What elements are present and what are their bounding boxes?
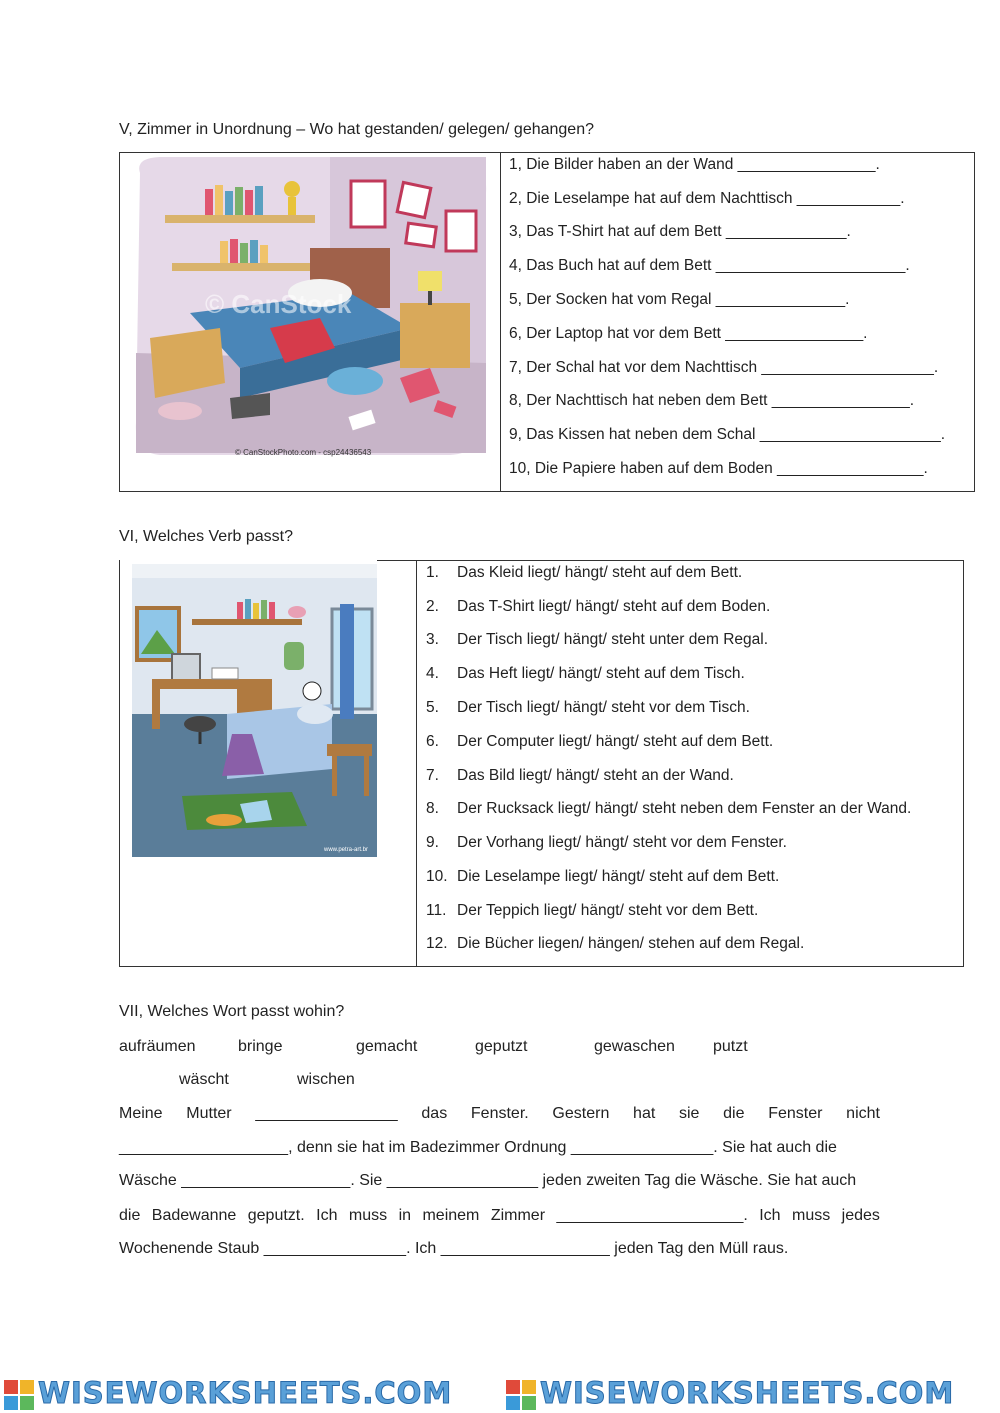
exercise-5-item: 7, Der Schal hat vor dem Nachttisch ____________________. <box>509 359 939 376</box>
word-bank-item: aufräumen <box>119 1038 196 1055</box>
section-6-list: 1. Das Kleid liegt/ hängt/ steht auf dem Bett. 2. Das T-Shirt liegt/ hängt/ steht auf dem Boden. 3. Der Tisch liegt/ hängt/ steht unter dem Regal. 4. Das Heft liegt/ hängt/ steht auf dem Tisch. 5. Der Tisch liegt/ hängt/ steht vor dem Tisch. 6. Der Computer liegt/ hängt/ steht auf dem Bett. 7. Das Bild liegt/ hängt/ steht an der Wand. 8. Der Rucksack liegt/ hängt/ steht neben dem Fenster an der Wand. 9. Der Vorhang liegt/ hängt/ steht vor dem Fenster. 10. Die Leselampe liegt/ hängt/ steht auf dem Bett. 11. Der Teppich liegt/ hängt/ steht vor dem Bett. 12. Die Bücher liegen/ hängen/ stehen auf dem Regal. <box>416 560 964 967</box>
watermark-text: © CanStock <box>205 289 352 319</box>
logo-grid-icon <box>4 1380 34 1410</box>
exercise-5-item: 5, Der Socken hat vom Regal _______________. <box>509 291 850 308</box>
word-bank-item: putzt <box>713 1038 748 1055</box>
gap-text-line: Wäsche ___________________. Sie _________________ jeden zweiten Tag die Wäsche. Sie hat auch <box>119 1172 857 1189</box>
section-5-heading: V, Zimmer in Unordnung – Wo hat gestanden/ gelegen/ gehangen? <box>119 121 594 138</box>
gap-text-line: ___________________, denn sie hat im Badezimmer Ordnung ________________. Sie hat auch die <box>119 1139 837 1156</box>
image-credit: www.petra-art.br <box>324 847 369 853</box>
exercise-5-item: 8, Der Nachttisch hat neben dem Bett ________________. <box>509 392 915 409</box>
word-bank-item: gewaschen <box>594 1038 675 1055</box>
brand-logo: WISEWORKSHEETS.COM <box>540 1376 955 1410</box>
word-bank-item: geputzt <box>475 1038 528 1055</box>
tidy-room-illustration <box>132 564 377 857</box>
word-bank-item: gemacht <box>356 1038 418 1055</box>
exercise-5-item: 3, Das T-Shirt hat auf dem Bett ______________. <box>509 223 851 240</box>
gap-text-line: Meine Mutter ________________ das Fenster. Gestern hat sie die Fenster nicht <box>119 1105 880 1122</box>
word-bank-item: wäscht <box>179 1071 229 1088</box>
messy-room-image <box>120 153 501 491</box>
exercise-5-item: 10, Die Papiere haben auf dem Boden _________________. <box>509 460 928 477</box>
messy-room-illustration <box>120 153 499 491</box>
exercise-5-item: 4, Das Buch hat auf dem Bett ______________________. <box>509 257 910 274</box>
section-5-table <box>119 152 975 492</box>
footer-branding <box>0 1376 1000 1413</box>
tidy-room-image-cell <box>119 560 417 967</box>
exercise-5-item: 1, Die Bilder haben an der Wand ________________. <box>509 156 880 173</box>
section-6-heading: VI, Welches Verb passt? <box>119 528 294 545</box>
exercise-5-item: 9, Das Kissen hat neben dem Schal _____________________. <box>509 426 946 443</box>
logo-grid-icon <box>506 1380 536 1410</box>
brand-logo: WISEWORKSHEETS.COM <box>38 1376 453 1410</box>
gap-text-line: die Badewanne geputzt. Ich muss in meinem Zimmer _____________________. Ich muss jedes <box>119 1207 880 1224</box>
exercise-5-item: 2, Die Leselampe hat auf dem Nachttisch ____________. <box>509 190 905 207</box>
table-top-border <box>377 560 417 561</box>
section-7-heading: VII, Welches Wort passt wohin? <box>119 1003 345 1020</box>
gap-text-line: Wochenende Staub ________________. Ich ___________________ jeden Tag den Müll raus. <box>119 1240 789 1257</box>
word-bank-item: wischen <box>297 1071 355 1088</box>
exercise-5-item: 6, Der Laptop hat vor dem Bett ________________. <box>509 325 868 342</box>
image-credit: © CanStockPhoto.com - csp24436543 <box>235 448 372 457</box>
word-bank-item: bringe <box>238 1038 283 1055</box>
section-6-table <box>119 560 964 967</box>
